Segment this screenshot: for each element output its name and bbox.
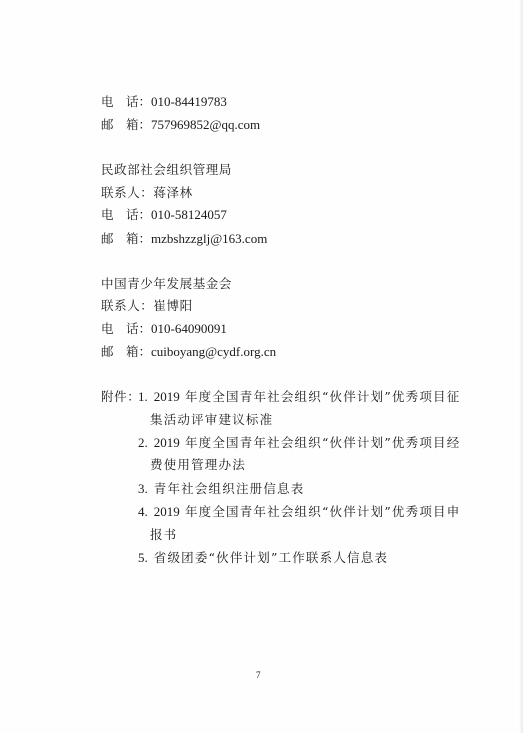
contact2-email-line [101, 231, 267, 247]
attachment-item-4-cont: 报书 [150, 527, 178, 542]
email-value: 757969852@qq.com [151, 117, 261, 132]
contact1-phone-line [101, 94, 227, 110]
attachment-item-2-cont: 费使用管理办法 [150, 457, 246, 472]
phone-value: 010-58124057 [151, 207, 227, 222]
attachment-item-5: 5. 省级团委“伙伴计划”工作联系人信息表 [138, 550, 389, 565]
contact-label: 联系人： [101, 185, 154, 200]
phone-label: 电 话： [101, 321, 152, 336]
email-value: mzbshzzglj@163.com [151, 231, 268, 246]
phone-value: 010-84419783 [151, 94, 227, 109]
contact-value: 蒋泽林 [153, 185, 193, 200]
email-value: cuiboyang@cydf.org.cn [151, 344, 277, 359]
email-label: 邮 箱： [101, 117, 152, 132]
contact3-person-line [101, 298, 193, 314]
contact-label: 联系人： [101, 298, 154, 313]
attachment-item-1: 1. 2019 年度全国青年社会组织“伙伴计划”优秀项目征 [138, 389, 461, 404]
contact2-phone-line [101, 207, 227, 223]
page-edge [519, 0, 523, 733]
phone-label: 电 话： [101, 94, 152, 109]
attachment-item-2: 2. 2019 年度全国青年社会组织“伙伴计划”优秀项目经 [138, 435, 461, 450]
phone-label: 电 话： [101, 207, 152, 222]
contact3-org: 中国青少年发展基金会 [101, 276, 233, 291]
attachment-item-4: 4. 2019 年度全国青年社会组织“伙伴计划”优秀项目申 [138, 504, 461, 519]
contact1-email-line [101, 117, 260, 133]
phone-value: 010-64090091 [151, 321, 227, 336]
contact-value: 崔博阳 [153, 298, 193, 313]
contact2-person-line [101, 185, 193, 201]
attachment-item-3: 3. 青年社会组织注册信息表 [138, 481, 305, 496]
contact3-email-line [101, 344, 276, 360]
contact2-org: 民政部社会组织管理局 [101, 162, 233, 177]
contact3-phone-line [101, 321, 227, 337]
email-label: 邮 箱： [101, 231, 152, 246]
email-label: 邮 箱： [101, 344, 152, 359]
attachments-label: 附件： [101, 389, 141, 404]
page-number: 7 [256, 670, 261, 680]
attachment-item-1-cont: 集活动评审建议标准 [150, 412, 274, 427]
